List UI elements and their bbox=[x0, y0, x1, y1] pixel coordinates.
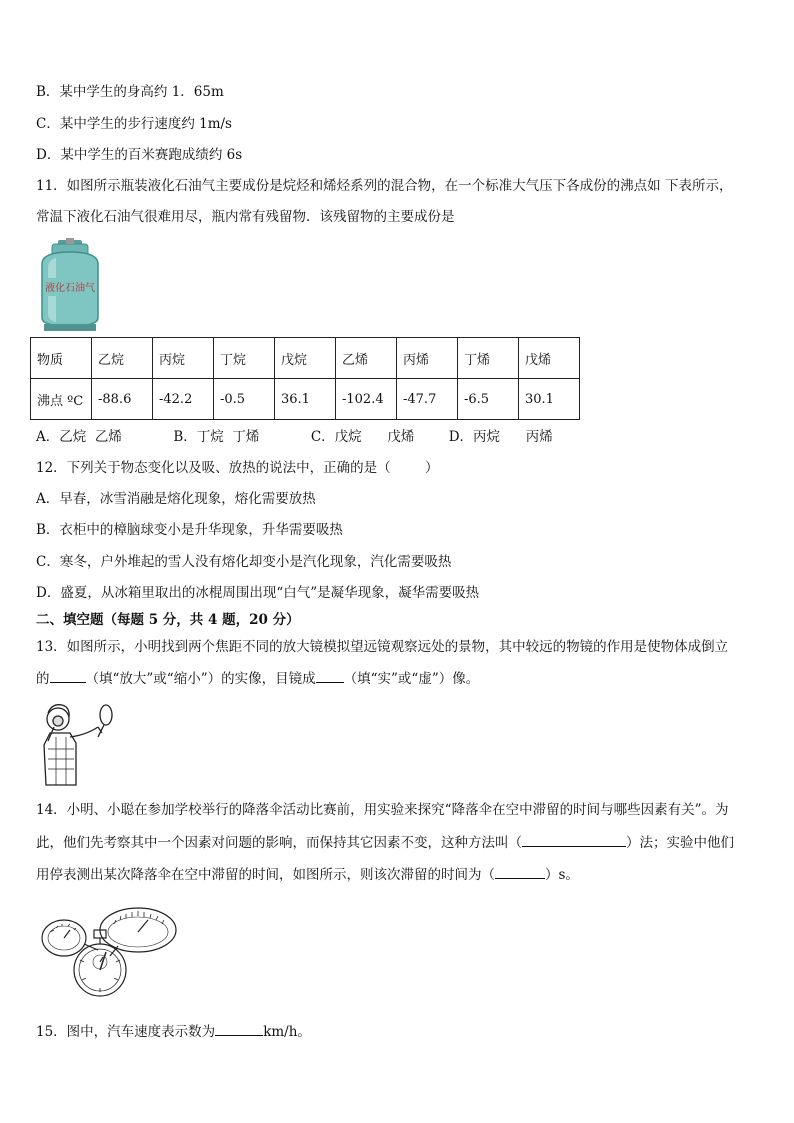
boy-magnifier-image bbox=[36, 697, 124, 789]
table-cell: 丁烯 bbox=[458, 338, 519, 379]
question-14-line2 bbox=[36, 832, 734, 853]
table-row bbox=[31, 338, 580, 379]
option-b-height: B．某中学生的身高约 1．65m bbox=[36, 84, 224, 100]
boiling-point-table bbox=[30, 337, 580, 420]
q14-time-post: ）s。 bbox=[545, 867, 579, 883]
table-row bbox=[31, 379, 580, 420]
question-11-line2: 常温下液化石油气很难用尽，瓶内常有残留物．该残留物的主要成份是 bbox=[36, 209, 455, 225]
q13-text-pre: 的 bbox=[36, 671, 50, 687]
table-cell: 戊烷 bbox=[275, 338, 336, 379]
question-11-options: A．乙烷 乙烯 B．丁烷 丁烯 C．戊烷 戊烯 D．丙烷 丙烯 bbox=[36, 429, 553, 445]
q14-text-post: ）法；实验中他们 bbox=[626, 835, 734, 851]
q15-text-pre: 15．图中，汽车速度表示数为 bbox=[36, 1024, 216, 1040]
question-12-option-d: D．盛夏，从冰箱里取出的冰棍周围出现“白气”是凝华现象，凝华需要吸热 bbox=[36, 585, 480, 601]
q13-blank-2[interactable] bbox=[316, 668, 344, 683]
table-cell: 30.1 bbox=[519, 379, 580, 420]
stopwatch-image bbox=[40, 900, 180, 1004]
q13-text-mid: （填“放大”或“缩小”）的实像，目镜成 bbox=[85, 671, 316, 687]
section-heading-fill-in: 二、填空题（每题 5 分，共 4 题，20 分） bbox=[36, 612, 300, 628]
question-12-option-b: B．衣柜中的樟脑球变小是升华现象，升华需要吸热 bbox=[36, 522, 343, 538]
table-cell: 36.1 bbox=[275, 379, 336, 420]
q13-text-post: （填“实”或“虚”）像。 bbox=[343, 671, 480, 687]
gas-cylinder-image bbox=[34, 238, 106, 332]
question-12-option-c: C．寒冬，户外堆起的雪人没有熔化却变小是汽化现象，汽化需要吸热 bbox=[36, 554, 452, 570]
table-cell: -88.6 bbox=[92, 379, 153, 420]
q14-blank-method[interactable] bbox=[522, 832, 626, 847]
option-c-speed: C．某中学生的步行速度约 1m/s bbox=[36, 116, 232, 132]
q14-blank-time[interactable] bbox=[495, 864, 545, 879]
q15-blank-speed[interactable] bbox=[215, 1021, 263, 1036]
question-12-option-a: A．早春，冰雪消融是熔化现象，熔化需要放热 bbox=[36, 491, 316, 507]
question-14-line1: 14．小明、小聪在参加学校举行的降落伞活动比赛前，用实验来探究“降落伞在空中滞留的时间与哪些因素有关”。为 bbox=[36, 802, 729, 818]
q14-text-pre: 此，他们先考察其中一个因素对问题的影响，而保持其它因素不变，这种方法叫（ bbox=[36, 835, 522, 851]
q15-text-post: km/h。 bbox=[263, 1024, 311, 1040]
q14-time-pre: 用停表测出某次降落伞在空中滞留的时间，如图所示，则该次滞留的时间为（ bbox=[36, 867, 495, 883]
table-cell: 丙烯 bbox=[397, 338, 458, 379]
table-cell: -47.7 bbox=[397, 379, 458, 420]
question-13-line2 bbox=[36, 668, 479, 689]
table-cell: 乙烯 bbox=[336, 338, 397, 379]
table-cell: -42.2 bbox=[153, 379, 214, 420]
table-cell: 丁烷 bbox=[214, 338, 275, 379]
table-cell: 戊烯 bbox=[519, 338, 580, 379]
table-cell: 沸点 ºC bbox=[31, 379, 92, 420]
question-15 bbox=[36, 1021, 311, 1042]
table-cell: 乙烷 bbox=[92, 338, 153, 379]
question-11-line1: 11．如图所示瓶装液化石油气主要成份是烷烃和烯烃系列的混合物，在一个标准大气压下各成份的沸点如 下表所示， bbox=[36, 178, 733, 194]
q13-blank-1[interactable] bbox=[50, 668, 86, 683]
table-cell: -0.5 bbox=[214, 379, 275, 420]
cylinder-label-text: 液化石油气 bbox=[45, 283, 95, 294]
option-d-sprint: D．某中学生的百米赛跑成绩约 6s bbox=[36, 147, 243, 163]
question-12-stem: 12．下列关于物态变化以及吸、放热的说法中，正确的是（ ） bbox=[36, 460, 439, 476]
table-cell: 物质 bbox=[31, 338, 92, 379]
table-cell: -102.4 bbox=[336, 379, 397, 420]
question-13-line1: 13．如图所示，小明找到两个焦距不同的放大镜模拟望远镜观察远处的景物，其中较远的物镜的作用是使物体成倒立 bbox=[36, 639, 729, 655]
question-14-line3 bbox=[36, 864, 579, 885]
table-cell: -6.5 bbox=[458, 379, 519, 420]
table-cell: 丙烷 bbox=[153, 338, 214, 379]
